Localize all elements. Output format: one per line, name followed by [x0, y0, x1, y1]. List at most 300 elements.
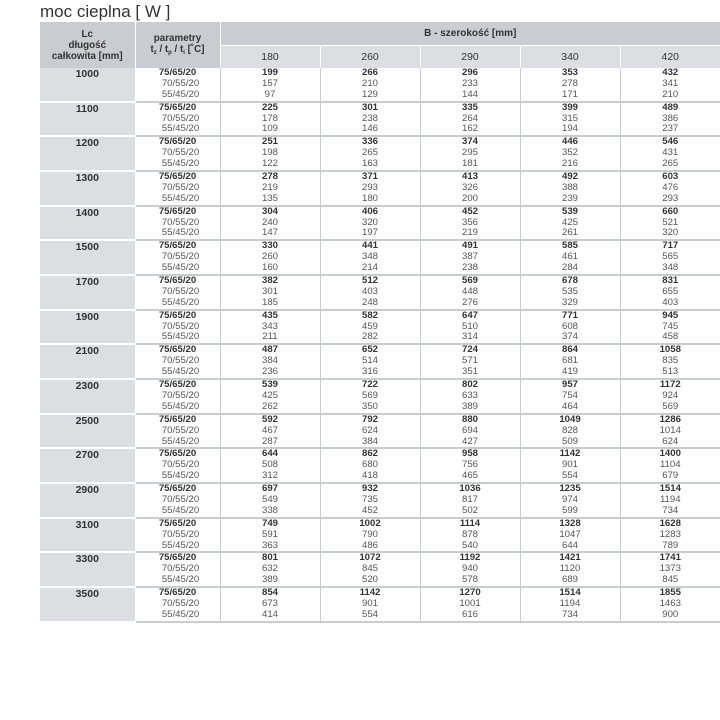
- value-cell: [320, 379, 420, 414]
- heat-value: 389: [461, 400, 478, 412]
- heat-value: 817: [461, 493, 478, 505]
- value-cell: [620, 171, 720, 206]
- heat-value: 802: [461, 379, 478, 391]
- heat-value: 157: [261, 77, 278, 89]
- length-cell: 2900: [40, 483, 135, 518]
- heat-value: 240: [261, 216, 278, 228]
- parameter-label: 70/55/20: [161, 285, 200, 297]
- table-row: [40, 552, 720, 587]
- heat-value: 1373: [659, 563, 681, 575]
- heat-value: 448: [461, 285, 478, 297]
- heat-value: 1049: [559, 413, 581, 425]
- heat-value: 535: [561, 285, 578, 297]
- parameter-label: 70/55/20: [161, 320, 200, 332]
- heat-value: 546: [662, 136, 679, 148]
- value-cell: [320, 206, 420, 241]
- value-cell: [520, 379, 620, 414]
- value-cell: [520, 171, 620, 206]
- value-cell: [320, 448, 420, 483]
- heat-value: 608: [561, 320, 578, 332]
- value-cell: [420, 206, 520, 241]
- heat-value: 1270: [459, 587, 481, 599]
- table-row: [40, 136, 720, 171]
- header-length-line: całkowita [mm]: [51, 50, 123, 62]
- parameter-label: 55/45/20: [161, 470, 200, 482]
- parameter-label: 75/65/20: [158, 101, 197, 113]
- heat-value: 616: [461, 608, 478, 620]
- parameter-label: 75/65/20: [158, 483, 197, 495]
- value-cell: [320, 483, 420, 518]
- heat-value: 624: [361, 424, 378, 436]
- parameters-cell: [135, 448, 220, 483]
- heat-value: 632: [261, 563, 278, 575]
- heat-value: 284: [561, 262, 578, 274]
- heat-value: 1002: [359, 517, 381, 529]
- value-cell: [620, 483, 720, 518]
- heat-value: 432: [662, 67, 679, 78]
- parameter-label: 55/45/20: [161, 539, 200, 551]
- heat-value: 789: [662, 539, 679, 551]
- heat-value: 374: [461, 136, 478, 148]
- heat-value: 717: [662, 240, 679, 252]
- heat-value: 486: [361, 539, 378, 551]
- heat-value: 181: [461, 158, 478, 170]
- heat-value: 262: [261, 400, 278, 412]
- heat-value: 197: [361, 227, 378, 239]
- heat-value: 185: [261, 296, 278, 308]
- heat-value: 233: [461, 77, 478, 89]
- parameter-label: 75/65/20: [158, 587, 197, 599]
- heat-value: 301: [361, 101, 378, 113]
- heat-value: 514: [361, 355, 378, 367]
- heat-value: 745: [662, 320, 679, 332]
- heat-value: 135: [261, 192, 278, 204]
- heat-value: 1072: [359, 552, 381, 564]
- heat-value: 508: [261, 459, 278, 471]
- heat-value: 831: [662, 275, 679, 287]
- heat-value: 326: [461, 181, 478, 193]
- heat-value: 502: [461, 504, 478, 516]
- value-cell: [220, 275, 320, 310]
- heat-value: 261: [561, 227, 578, 239]
- parameter-label: 55/45/20: [161, 366, 200, 378]
- heat-value: 592: [261, 413, 278, 425]
- value-cell: [420, 344, 520, 379]
- value-cell: [420, 414, 520, 449]
- parameters-cell: [135, 102, 220, 137]
- value-cell: [620, 448, 720, 483]
- heat-value: 386: [662, 112, 679, 124]
- parameter-label: 70/55/20: [161, 563, 200, 575]
- heat-value: 509: [561, 435, 578, 447]
- heat-value: 492: [561, 171, 578, 183]
- parameters-cell: [135, 587, 220, 622]
- value-cell: [520, 240, 620, 275]
- heat-value: 199: [261, 67, 278, 78]
- value-cell: [620, 240, 720, 275]
- parameter-label: 75/65/20: [158, 309, 197, 321]
- header-width-value: 180: [220, 46, 320, 68]
- heat-value: 510: [461, 320, 478, 332]
- heat-value: 1855: [659, 587, 681, 599]
- value-cell: [420, 240, 520, 275]
- parameters-cell: [135, 68, 220, 102]
- heat-value: 1142: [559, 448, 581, 460]
- parameter-label: 55/45/20: [161, 331, 200, 343]
- table-body: [40, 68, 720, 622]
- length-cell: 2500: [40, 414, 135, 449]
- heat-value: 278: [561, 77, 578, 89]
- value-cell: [320, 240, 420, 275]
- heat-value: 1114: [459, 517, 481, 529]
- parameters-cell: [135, 483, 220, 518]
- heat-value: 219: [261, 181, 278, 193]
- heat-value: 389: [261, 574, 278, 586]
- heat-value: 1741: [659, 552, 681, 564]
- heat-value: 304: [261, 205, 278, 217]
- heat-value: 539: [261, 379, 278, 391]
- heat-value: 603: [662, 171, 679, 183]
- heat-value: 210: [361, 77, 378, 89]
- value-cell: [620, 136, 720, 171]
- heat-value: 265: [662, 158, 679, 170]
- table-row: [40, 483, 720, 518]
- heat-value: 216: [561, 158, 578, 170]
- heat-value: 644: [261, 448, 278, 460]
- length-cell: 1100: [40, 102, 135, 137]
- value-cell: [520, 448, 620, 483]
- value-cell: [420, 275, 520, 310]
- parameter-label: 55/45/20: [161, 158, 200, 170]
- value-cell: [620, 102, 720, 137]
- parameter-label: 70/55/20: [161, 181, 200, 193]
- value-cell: [620, 518, 720, 553]
- heat-value: 446: [561, 136, 578, 148]
- value-cell: [520, 275, 620, 310]
- heat-value: 521: [662, 216, 679, 228]
- table-row: [40, 518, 720, 553]
- value-cell: [320, 414, 420, 449]
- heat-value: 399: [561, 101, 578, 113]
- heat-value: 464: [561, 400, 578, 412]
- heat-value: 363: [261, 539, 278, 551]
- parameter-label: 75/65/20: [158, 379, 197, 391]
- heat-value: 801: [261, 552, 278, 564]
- parameter-label: 55/45/20: [161, 123, 200, 135]
- heat-value: 974: [561, 493, 578, 505]
- parameters-cell: [135, 518, 220, 553]
- heat-value: 1014: [659, 424, 681, 436]
- parameter-label: 70/55/20: [161, 216, 200, 228]
- heat-output-table: [40, 22, 720, 623]
- parameters-cell: [135, 379, 220, 414]
- parameters-cell: [135, 310, 220, 345]
- heat-value: 278: [261, 171, 278, 183]
- heat-value: 1058: [659, 344, 681, 356]
- heat-value: 122: [261, 158, 278, 170]
- heat-value: 1192: [459, 552, 481, 564]
- heat-value: 293: [662, 192, 679, 204]
- parameter-label: 55/45/20: [161, 88, 200, 100]
- value-cell: [620, 68, 720, 102]
- length-cell: 1200: [40, 136, 135, 171]
- heat-value: 945: [662, 309, 679, 321]
- value-cell: [220, 206, 320, 241]
- parameter-label: 75/65/20: [158, 517, 197, 529]
- parameter-label: 55/45/20: [161, 192, 200, 204]
- heat-value: 296: [461, 67, 478, 78]
- heat-value: 403: [361, 285, 378, 297]
- heat-value: 214: [361, 262, 378, 274]
- value-cell: [620, 206, 720, 241]
- heat-value: 388: [561, 181, 578, 193]
- table-row: [40, 379, 720, 414]
- value-cell: [220, 483, 320, 518]
- heat-value: 697: [261, 483, 278, 495]
- heat-value: 734: [561, 608, 578, 620]
- heat-value: 459: [361, 320, 378, 332]
- heat-value: 146: [361, 123, 378, 135]
- parameter-label: 55/45/20: [161, 435, 200, 447]
- heat-value: 1463: [659, 597, 681, 609]
- heat-value: 673: [261, 597, 278, 609]
- parameter-label: 75/65/20: [158, 413, 197, 425]
- value-cell: [220, 344, 320, 379]
- heat-value: 1194: [659, 493, 681, 505]
- table-row: [40, 275, 720, 310]
- value-cell: [520, 136, 620, 171]
- header-width-value: 340: [520, 46, 620, 68]
- heat-value: 679: [662, 470, 679, 482]
- heat-value: 578: [461, 574, 478, 586]
- parameter-label: 70/55/20: [161, 424, 200, 436]
- length-cell: 1500: [40, 240, 135, 275]
- heat-value: 749: [261, 517, 278, 529]
- value-cell: [320, 552, 420, 587]
- value-cell: [420, 483, 520, 518]
- header-length-line: długość: [68, 39, 107, 51]
- length-cell: 1000: [40, 68, 135, 102]
- parameter-label: 55/45/20: [161, 574, 200, 586]
- parameter-label: 70/55/20: [161, 77, 200, 89]
- value-cell: [220, 587, 320, 622]
- heat-value: 295: [461, 147, 478, 159]
- heat-value: 414: [261, 608, 278, 620]
- parameter-label: 75/65/20: [158, 136, 197, 148]
- length-cell: 3100: [40, 518, 135, 553]
- heat-value: 403: [662, 296, 679, 308]
- heat-value: 660: [662, 205, 679, 217]
- heat-value: 1172: [659, 379, 681, 391]
- heat-value: 487: [261, 344, 278, 356]
- value-cell: [520, 552, 620, 587]
- value-cell: [620, 310, 720, 345]
- heat-value: 901: [361, 597, 378, 609]
- length-cell: 2100: [40, 344, 135, 379]
- heat-value: 1001: [459, 597, 481, 609]
- heat-value: 864: [561, 344, 578, 356]
- heat-value: 314: [461, 331, 478, 343]
- heat-value: 458: [662, 331, 679, 343]
- heat-value: 1328: [559, 517, 581, 529]
- value-cell: [520, 68, 620, 102]
- heat-value: 582: [361, 309, 378, 321]
- heat-value: 210: [662, 88, 679, 100]
- heat-value: 655: [662, 285, 679, 297]
- heat-value: 320: [662, 227, 679, 239]
- heat-value: 854: [261, 587, 278, 599]
- heat-value: 194: [561, 123, 578, 135]
- heat-value: 689: [561, 574, 578, 586]
- heat-value: 419: [561, 366, 578, 378]
- heat-value: 160: [261, 262, 278, 274]
- value-cell: [420, 518, 520, 553]
- value-cell: [620, 344, 720, 379]
- heat-value: 147: [261, 227, 278, 239]
- heat-value: 418: [361, 470, 378, 482]
- heat-value: 353: [561, 67, 578, 78]
- parameter-label: 70/55/20: [161, 112, 200, 124]
- value-cell: [520, 102, 620, 137]
- heat-value: 957: [561, 379, 578, 391]
- heat-value: 260: [261, 251, 278, 263]
- heat-value: 382: [261, 275, 278, 287]
- heat-value: 163: [361, 158, 378, 170]
- heat-value: 287: [261, 435, 278, 447]
- header-width-value: 420: [620, 46, 720, 68]
- heat-value: 932: [361, 483, 378, 495]
- heat-value: 1514: [659, 483, 681, 495]
- heat-value: 591: [261, 528, 278, 540]
- parameter-label: 70/55/20: [161, 355, 200, 367]
- heat-value: 1120: [559, 563, 581, 575]
- heat-value: 694: [461, 424, 478, 436]
- length-cell: 2300: [40, 379, 135, 414]
- heat-value: 406: [361, 205, 378, 217]
- parameter-label: 75/65/20: [158, 67, 197, 78]
- value-cell: [420, 587, 520, 622]
- heat-value: 341: [662, 77, 679, 89]
- value-cell: [220, 310, 320, 345]
- heat-value: 599: [561, 504, 578, 516]
- parameter-label: 70/55/20: [161, 389, 200, 401]
- heat-value: 461: [561, 251, 578, 263]
- heat-value: 1047: [559, 528, 581, 540]
- heat-value: 940: [461, 563, 478, 575]
- heat-value: 180: [361, 192, 378, 204]
- heat-value: 549: [261, 493, 278, 505]
- value-cell: [320, 275, 420, 310]
- parameters-cell: [135, 240, 220, 275]
- heat-value: 491: [461, 240, 478, 252]
- heat-value: 845: [361, 563, 378, 575]
- heat-value: 425: [261, 389, 278, 401]
- heat-value: 571: [461, 355, 478, 367]
- table-row: [40, 68, 720, 102]
- value-cell: [520, 206, 620, 241]
- heat-value: 431: [662, 147, 679, 159]
- header-parameters-line: parametry: [153, 33, 202, 44]
- parameters-cell: [135, 206, 220, 241]
- parameter-label: 75/65/20: [158, 275, 197, 287]
- heat-value: 569: [662, 400, 679, 412]
- heat-value: 513: [662, 366, 679, 378]
- value-cell: [520, 518, 620, 553]
- heat-value: 374: [561, 331, 578, 343]
- heat-value: 239: [561, 192, 578, 204]
- heat-value: 1235: [559, 483, 581, 495]
- heat-value: 282: [361, 331, 378, 343]
- heat-value: 520: [361, 574, 378, 586]
- value-cell: [520, 310, 620, 345]
- parameter-label: 70/55/20: [161, 528, 200, 540]
- value-cell: [320, 310, 420, 345]
- heat-value: 569: [361, 389, 378, 401]
- heat-value: 387: [461, 251, 478, 263]
- heat-value: 1036: [459, 483, 481, 495]
- heat-value: 734: [662, 504, 679, 516]
- heat-value: 489: [662, 101, 679, 113]
- heat-value: 356: [461, 216, 478, 228]
- heat-value: 441: [361, 240, 378, 252]
- heat-value: 316: [361, 366, 378, 378]
- heat-value: 792: [361, 413, 378, 425]
- heat-value: 352: [561, 147, 578, 159]
- heat-value: 425: [561, 216, 578, 228]
- heat-value: 265: [361, 147, 378, 159]
- heat-value: 878: [461, 528, 478, 540]
- heat-value: 162: [461, 123, 478, 135]
- heat-value: 1142: [359, 587, 381, 599]
- heat-value: 880: [461, 413, 478, 425]
- heat-value: 1421: [559, 552, 581, 564]
- parameter-label: 70/55/20: [161, 493, 200, 505]
- value-cell: [320, 587, 420, 622]
- table-row: [40, 102, 720, 137]
- heat-value: 540: [461, 539, 478, 551]
- heat-value: 735: [361, 493, 378, 505]
- heat-value: 754: [561, 389, 578, 401]
- header-width-value: 260: [320, 46, 420, 68]
- heat-value: 771: [561, 309, 578, 321]
- heat-value: 343: [261, 320, 278, 332]
- heat-value: 97: [264, 88, 276, 100]
- length-cell: 1700: [40, 275, 135, 310]
- heat-value: 264: [461, 112, 478, 124]
- heat-value: 539: [561, 205, 578, 217]
- value-cell: [220, 379, 320, 414]
- value-cell: [220, 68, 320, 102]
- header-width: B - szerokość [mm]: [220, 22, 720, 46]
- heat-value: 790: [361, 528, 378, 540]
- table-row: [40, 171, 720, 206]
- heat-value: 198: [261, 147, 278, 159]
- heat-value: 681: [561, 355, 578, 367]
- parameter-label: 70/55/20: [161, 597, 200, 609]
- heat-value: 452: [461, 205, 478, 217]
- table-row: [40, 414, 720, 449]
- value-cell: [620, 414, 720, 449]
- heat-value: 171: [561, 88, 578, 100]
- parameter-label: 55/45/20: [161, 504, 200, 516]
- parameter-label: 70/55/20: [161, 147, 200, 159]
- parameter-label: 70/55/20: [161, 251, 200, 263]
- parameter-label: 75/65/20: [158, 344, 197, 356]
- header-parameters-symbols: $t_z / t_p / t_i$ [˚C]: [150, 44, 205, 56]
- heat-value: 336: [361, 136, 378, 148]
- heat-value: 624: [662, 435, 679, 447]
- table-row: [40, 310, 720, 345]
